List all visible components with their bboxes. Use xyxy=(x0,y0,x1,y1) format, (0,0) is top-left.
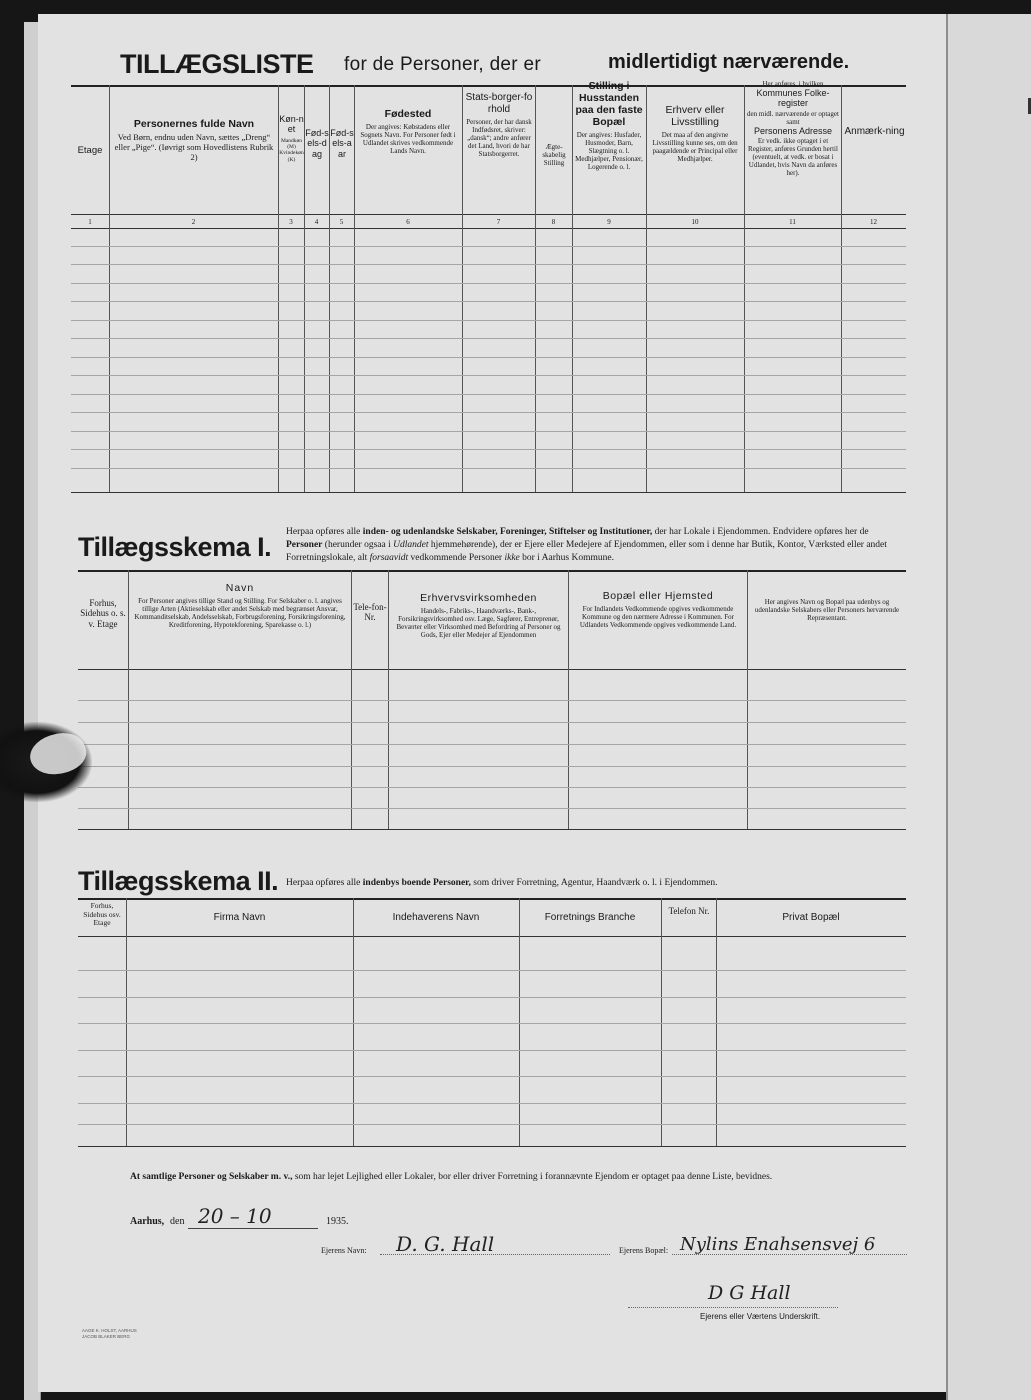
col-birthyear-header: Fød-sels-aar xyxy=(330,128,354,159)
owner-name-handwritten: D. G. Hall xyxy=(396,1232,495,1256)
date-handwritten: 20 – 10 xyxy=(198,1204,272,1228)
signature-handwritten: D G Hall xyxy=(708,1282,791,1304)
year-label: 1935. xyxy=(326,1216,349,1227)
col-num-4: 4 xyxy=(314,218,319,226)
col-etage-header: Etage xyxy=(77,145,103,156)
col-birthplace-header: Fødested Der angives: Købstadens eller Sognets Navn. For Personer født i Udlandet skrives vedkommende Lands Navn. xyxy=(360,108,456,156)
owner-name-label: Ejerens Navn: xyxy=(321,1246,367,1255)
col-birthday-header: Fød-sels-dag xyxy=(305,128,329,159)
schema2-col-etage: Forhus, Sidehus osv. Etage xyxy=(83,901,121,928)
schema1-col-etage: Forhus, Sidehus o. s. v. Etage xyxy=(80,598,126,629)
schema1-col-phone: Tele-fon-Nr. xyxy=(353,602,387,623)
schema1-title: Tillægsskema I. xyxy=(78,532,272,562)
schema2-title: Tillægsskema II. xyxy=(78,866,279,896)
schema1-col-representative: Her angives Navn og Bopæl paa udenbys og udenlandske Selskabers eller Personers herværende Repræsentant. xyxy=(754,598,900,623)
col-num-7: 7 xyxy=(496,218,501,226)
col-gender-header: Køn-net Mandkøn (M) Kvindekøn (K) xyxy=(279,114,304,163)
col-name-header: Personernes fulde Navn Ved Børn, endnu uden Navn, sættes „Dreng“ eller „Pige“. (Iøvrigt som Hovedlistens Rubrik 2) xyxy=(114,118,274,162)
main-subtitle-bold: midlertidigt nærværende. xyxy=(608,51,850,73)
col-num-10: 10 xyxy=(691,218,699,226)
col-num-8: 8 xyxy=(551,218,556,226)
schema2-col-phone: Telefon Nr. xyxy=(668,906,710,916)
owner-address-handwritten: Nylins Enahsensvej 6 xyxy=(680,1234,876,1255)
col-marital-header: Ægte-skabelig Stilling xyxy=(542,143,566,168)
schema1-col-residence: Bopæl eller Hjemsted For Indlandets Vedkommende opgives vedkommende Kommune og den nærmere Adresse i Kommunen. For Udlandets Vedkommende opgives vedkommende Land. xyxy=(579,590,737,630)
schema2-col-firm: Firma Navn xyxy=(213,912,266,923)
schema2-col-owner: Indehaverens Navn xyxy=(392,912,480,923)
col-num-3: 3 xyxy=(289,218,293,226)
certification-text: At samtlige Personer og Selskaber m. v., som har lejet Lejlighed eller Lokaler, bor eller driver Forretning i forannævnte Ejendom er optaget paa denne Liste, bevidnes. xyxy=(130,1172,773,1182)
schema2-col-branch: Forretnings Branche xyxy=(544,912,636,923)
city-label: Aarhus, xyxy=(130,1216,165,1227)
printer-imprint: AAGE K. HOLST, AARHUS JACOB BLAKER BERG xyxy=(82,1328,137,1339)
main-subtitle: for de Personer, der er xyxy=(344,54,542,75)
form-sheet xyxy=(38,14,946,1392)
col-num-12: 12 xyxy=(870,218,877,226)
col-num-5: 5 xyxy=(339,218,344,226)
schema2-col-private-address: Privat Bopæl xyxy=(782,912,840,923)
schema1-col-name: Navn For Personer angives tillige Stand og Stilling. For Selskaber o. l. angives tillige Arten (Aktieselskab eller andet Selskab med begrænset Ansvar, Kommanditselskab, Andelsselskab, Forbrugsforening, Forsikringsforening, Kreditforening, Hypotekforening, Sparekasse o. l.) xyxy=(134,582,346,630)
col-household-header: Stilling i Husstanden paa den faste Bopæl Der angives: Husfader, Husmoder, Barn, Slægtning o. l. Medhjælper, Pensionær, Logerende o. l. xyxy=(575,80,643,172)
owner-address-label: Ejerens Bopæl: xyxy=(619,1246,669,1255)
facing-page xyxy=(946,14,1031,1400)
date-label: den xyxy=(170,1216,185,1227)
schema1-intro: Herpaa opføres alle inden- og udenlandske Selskaber, Foreninger, Stiftelser og Institutioner, der har Lokale i Ejendommen. Endvidere opføres her de Personer (herunder ogsaa i Udlandet hjemmehørende), der er Ejere eller Medejere af Ejendommen, eller som i denne har Butik, Kontor, Værksted eller andet Forretningslokale, alt forsaavidt vedkommende Personer ikke bor i Aarhus Kommune. xyxy=(286,527,887,563)
signature-label: Ejerens eller Værtens Underskrift. xyxy=(700,1312,821,1321)
schema2-intro: Herpaa opføres alle indenbys boende Personer, som driver Forretning, Agentur, Haandværk o. l. i Ejendommen. xyxy=(286,878,718,888)
col-occupation-header: Erhverv eller Livsstilling Det maa af den angivne Livsstilling kunne ses, om den paagældende er Principal eller Medhjælper. xyxy=(652,104,738,164)
col-citizenship-header: Stats-borger-forhold Personer, der har dansk Indfødsret, skriver: „dansk“; andre anfører det Land, hvori de har Statsborgerret. xyxy=(465,92,533,159)
main-title: TILLÆGSLISTE xyxy=(120,49,314,79)
col-num-11: 11 xyxy=(789,218,796,226)
col-remarks-header: Anmærk-ning xyxy=(844,126,905,137)
col-num-1: 1 xyxy=(88,218,92,226)
col-num-6: 6 xyxy=(406,218,410,226)
col-num-9: 9 xyxy=(607,218,611,226)
schema1-col-business: Erhvervsvirksomheden Handels-, Fabriks-, Haandværks-, Bank-, Forsikringsvirksomhed osv. Læge, Sagfører, Entreprenør, Beværter eller Virksomhed med Befordring af Personer og Gods, Ejer eller Medejer af Ejendommen xyxy=(396,592,561,640)
col-register-header: Her anføres, i hvilken Kommunes Folke-register den midl. nærværende er optaget samt Personens Adresse Er vedk. ikke optaget i et Register, anføres Grunden hertil (eventuelt, at vedk. er bosat i Udlandet, hvis Navn da anføres her). xyxy=(747,80,839,178)
col-num-2: 2 xyxy=(191,218,196,226)
